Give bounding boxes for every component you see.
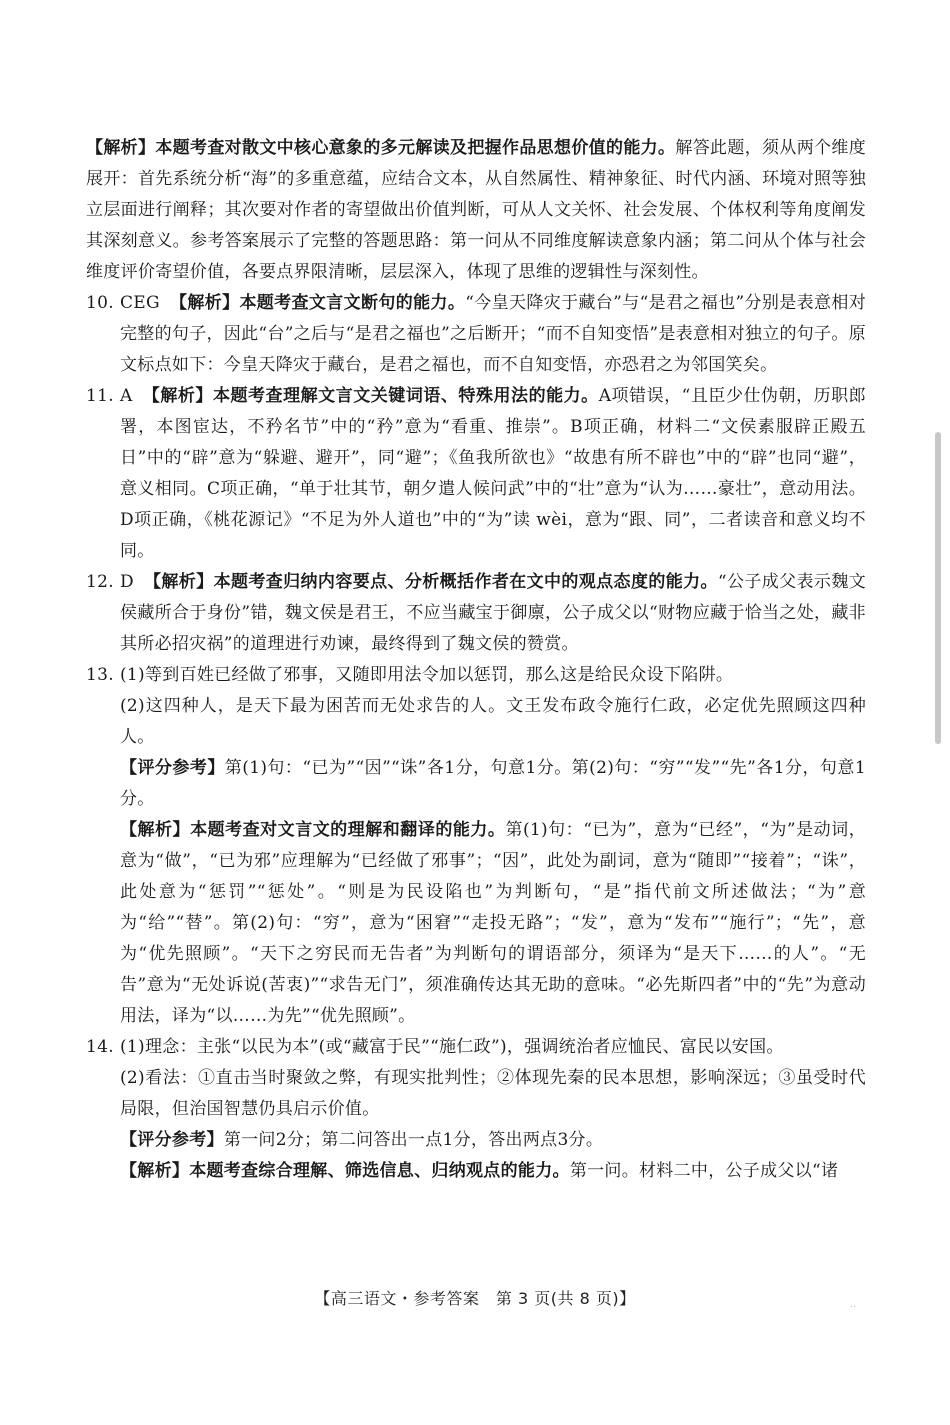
analysis-lead: 本题考查综合理解、筛选信息、归纳观点的能力。 <box>189 1161 570 1181</box>
answer-key: A <box>120 386 133 406</box>
question-11 <box>86 381 866 567</box>
scoring-tag: 【评分参考】 <box>120 1130 224 1150</box>
question-12 <box>86 567 866 660</box>
analysis-text: 第一问。材料二中，公子成父以“诸 <box>569 1161 839 1181</box>
scoring-tag: 【评分参考】 <box>120 758 225 778</box>
analysis-text: “今皇天降灾于藏台”与“是君之福也”分别是表意相对完整的句子，因此“台”之后与“是君之福也”之后断开；“而不自知变悟”是表意相对独立的句子。原文标点如下：今皇天降灾于藏台，是君之福也，而不自知变悟，亦恐君之为邻国笑矣。 <box>120 293 867 375</box>
analysis-text: A项错误，“且臣少仕伪朝，历职郎署，本图宦达，不矜名节”中的“矜”意为“看重、推崇”。B项正确，材料二“文侯素服辟正殿五日”中的“辟”意为“躲避、避开”，同“避”；《鱼我所欲也》“故患有所不辟也”中的“辟”也同“避”，意义相同。C项正确，“单于壮其节，朝夕遣人候问武”中的“壮”意为“认为……豪壮”，意动用法。D项正确，《桃花源记》“不足为外人道也”中的“为”读 wèi，意为“跟、同”，二者读音和意义均不同。 <box>120 386 866 561</box>
scrollbar-thumb[interactable] <box>935 432 941 744</box>
page-footer: 【高三语文・参考答案 第 3 页(共 8 页)】 <box>314 1289 636 1308</box>
answer-part-1: (1)理念：主张“以民为本”(或“藏富于民”“施仁政”)，强调统治者应恤民、富民以安国。 <box>120 1037 784 1057</box>
analysis-paragraph-q13 <box>86 815 866 1032</box>
answer-key: D <box>120 572 134 592</box>
analysis-paragraph-q9 <box>86 133 866 288</box>
scan-mark: ·· <box>850 1302 857 1313</box>
analysis-tag: 【解析】 <box>169 293 240 313</box>
analysis-text: 解答此题，须从两个维度展开：首先系统分析“海”的多重意蕴，应结合文本，从自然属性、精神象征、时代内涵、环境对照等独立层面进行阐释；其次要对作者的寄望做出价值判断，可从人文关怀、社会发展、个体权利等角度阐发其深刻意义。参考答案展示了完整的答题思路：第一问从不同维度解读意象内涵；第二问从个体与社会维度评价寄望价值，各要点界限清晰，层层深入，体现了思维的逻辑性与深刻性。 <box>86 138 866 282</box>
translation-2: (2)这四种人，是天下最为困苦而无处求告的人。文王发布政令施行仁政，必定优先照顾这四种人。 <box>120 696 866 747</box>
question-number: 12. <box>86 572 114 592</box>
scoring-reference-q13 <box>86 753 866 815</box>
question-10 <box>86 288 866 381</box>
question-number: 13. <box>86 665 114 685</box>
analysis-text: 第(1)句：“已为”，意为“已经”，“为”是动词，意为“做”，“已为邪”应理解为“已经做了邪事”；“因”，此处为副词，意为“随即”“接着”；“诛”，此处意为“惩罚”“惩处”。“则是为民设陷也”为判断句，“是”指代前文所述做法；“为”意为“给”“替”。第(2)句：“穷”，意为“困窘”“走投无路”；“发”，意为“发布”“施行”；“先”，意为“优先照顾”。“天下之穷民而无告者”为判断句的谓语部分，须译为“是天下……的人”。“无告”意为“无处诉说(苦衷)”“求告无门”，须准确传达其无助的意味。“必先斯四者”中的“先”为意动用法，译为“以……为先”“优先照顾”。 <box>120 820 866 1026</box>
analysis-tag: 【解析】 <box>143 572 214 592</box>
question-number: 10. <box>86 293 114 313</box>
analysis-tag: 【解析】 <box>120 1161 190 1181</box>
scoring-text: 第(1)句：“已为”“因”“诛”各1分，句意1分。第(2)句：“穷”“发”“先”各1分，句意1分。 <box>120 758 866 809</box>
answer-key: CEG <box>120 293 160 313</box>
answer-part-2: (2)看法：①直击当时聚敛之弊，有现实批判性；②体现先秦的民本思想，影响深远；③虽受时代局限，但治国智慧仍具启示价值。 <box>120 1068 866 1119</box>
translation-1: (1)等到百姓已经做了邪事，又随即用法令加以惩罚，那么这是给民众设下陷阱。 <box>120 665 734 685</box>
scoring-text: 第一问2分；第二问答出一点1分，答出两点3分。 <box>223 1130 604 1150</box>
analysis-lead: 本题考查文言文断句的能力。 <box>239 293 466 313</box>
question-number: 14. <box>86 1037 114 1057</box>
analysis-lead: 本题考查对文言文的理解和翻译的能力。 <box>190 820 506 840</box>
analysis-paragraph-q14 <box>86 1156 866 1187</box>
answer-content <box>86 133 866 1187</box>
analysis-lead: 本题考查归纳内容要点、分析概括作者在文中的观点态度的能力。 <box>213 572 718 592</box>
analysis-lead: 本题考查理解文言文关键词语、特殊用法的能力。 <box>212 386 599 406</box>
analysis-tag: 【解析】 <box>86 138 156 158</box>
analysis-tag: 【解析】 <box>142 386 213 406</box>
analysis-lead: 本题考查对散文中核心意象的多元解读及把握作品思想价值的能力。 <box>155 138 676 158</box>
question-number: 11. <box>86 386 114 406</box>
question-14 <box>86 1032 866 1063</box>
analysis-text: “公子成父表示魏文侯藏所合于身份”错，魏文侯是君王，不应当藏宝于御廪，公子成父以“财物应藏于恰当之处，藏非其所必招灾祸”的道理进行劝谏，最终得到了魏文侯的赞赏。 <box>120 572 867 654</box>
scoring-reference-q14 <box>86 1125 866 1156</box>
analysis-tag: 【解析】 <box>120 820 191 840</box>
question-13 <box>86 660 866 691</box>
